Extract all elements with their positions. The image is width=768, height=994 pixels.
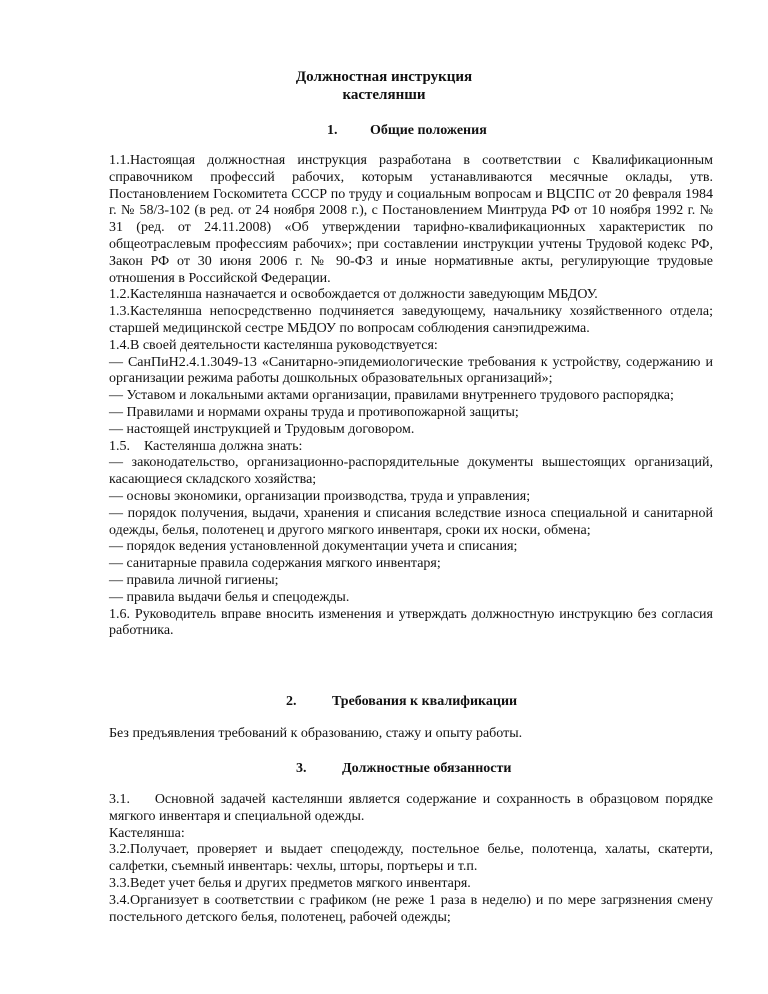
paragraph: 1.1.Настоящая должностная инструкция разработана в соответствии с Квалификационным справочником профессий рабочих, которым устанавливаются месячные оклады, утв. Постановлением Госкомитета СССР по труду и социальным вопросам и ВЦСПС от 20 февраля 1984 г. № 58/3-102 (в ред. от 24 ноября 2008 г.), с Постановлением Минтруда РФ от 10 ноября 1992 г. № 31 (ред. от 24.11.2008) «Об утверждении тарифно-квалификационных характеристик по общеотраслевым профессиям рабочих»; при составлении инструкции учтены Трудовой кодекс РФ, Закон РФ от 30 июня 2006 г. № 90-ФЗ и иные нормативные акты, регулирующие трудовые отношения в Российской Федерации. xyxy=(109,153,713,286)
paragraph: 1.3.Кастелянша непосредственно подчиняется заведующему, начальнику хозяйственного отдела; старшей медицинской сестре МБДОУ по вопросам соблюдения санэпидрежима. xyxy=(109,304,713,336)
section-number: 2. xyxy=(286,694,297,709)
paragraph: 1.2.Кастелянша назначается и освобождается от должности заведующим МБДОУ. xyxy=(109,287,598,303)
section-number: 1. xyxy=(327,123,338,138)
paragraph: Без предъявления требований к образованию, стажу и опыту работы. xyxy=(109,726,523,741)
section-heading-3 xyxy=(296,760,616,778)
paragraph: 1.6. Руководитель вправе вносить изменения и утверждать должностную инструкцию без согласия работника. xyxy=(109,606,713,639)
document-title: Должностная инструкция xyxy=(295,69,473,85)
list-item: — порядок ведения установленной документации учета и списания; xyxy=(109,539,518,555)
paragraph: 3.2.Получает, проверяет и выдает спецодежду, постельное белье, полотенца, халаты, скатерти, салфетки, съемный инвентарь: чехлы, шторы, портьеры и т.п. xyxy=(109,842,713,875)
paragraph: 3.1. Основной задачей кастелянши является содержание и сохранность в образцовом порядке мягкого инвентаря и специальной одежды. xyxy=(109,792,717,824)
list-item: — Правилами и нормами охраны труда и противопожарной защиты; xyxy=(109,404,519,420)
section-1-body xyxy=(109,153,713,640)
list-item: — Уставом и локальными актами организации, правилами внутреннего трудового распорядка; xyxy=(109,388,674,404)
section-heading-2 xyxy=(286,693,626,711)
list-item: — настоящей инструкцией и Трудовым договором. xyxy=(109,421,415,437)
list-item: — правила личной гигиены; xyxy=(109,572,279,588)
list-item: — СанПиН2.4.1.3049-13 «Санитарно-эпидемиологические требования к устройству, содержанию и организации режима работы дошкольных образовательных организаций»; xyxy=(109,354,713,387)
paragraph: 1.5. Кастелянша должна знать: xyxy=(109,438,303,454)
section-3-body xyxy=(109,792,717,926)
paragraph: 1.4.В своей деятельности кастелянша руководствуется: xyxy=(109,337,438,353)
paragraph: 3.3.Ведет учет белья и других предметов мягкого инвентаря. xyxy=(109,875,471,891)
paragraph: 3.4.Организует в соответствии с графиком (не реже 1 раза в неделю) и по мере загрязнения смену постельного детского белья, полотенец, рабочей одежды; xyxy=(109,892,713,925)
list-item: — порядок получения, выдачи, хранения и списания вследствие износа специальной и санитарной одежды, белья, полотенец и другого мягкого инвентаря, сроки их носки, обмена; xyxy=(109,505,713,538)
list-item: — законодательство, организационно-распорядительные документы вышестоящих организаций, касающиеся складского хозяйства; xyxy=(109,455,713,488)
section-number: 3. xyxy=(296,761,307,776)
list-item: — правила выдачи белья и спецодежды. xyxy=(109,589,350,605)
list-item: — основы экономики, организации производства, труда и управления; xyxy=(109,488,531,504)
section-title: Требования к квалификации xyxy=(332,694,518,709)
section-title: Должностные обязанности xyxy=(342,761,512,776)
document-subtitle: кастелянши xyxy=(342,87,426,103)
section-2-body xyxy=(109,726,713,743)
section-title: Общие положения xyxy=(370,123,487,138)
list-item: — санитарные правила содержания мягкого инвентаря; xyxy=(109,556,441,572)
section-heading-1 xyxy=(327,122,627,140)
paragraph: Кастелянша: xyxy=(109,825,185,841)
